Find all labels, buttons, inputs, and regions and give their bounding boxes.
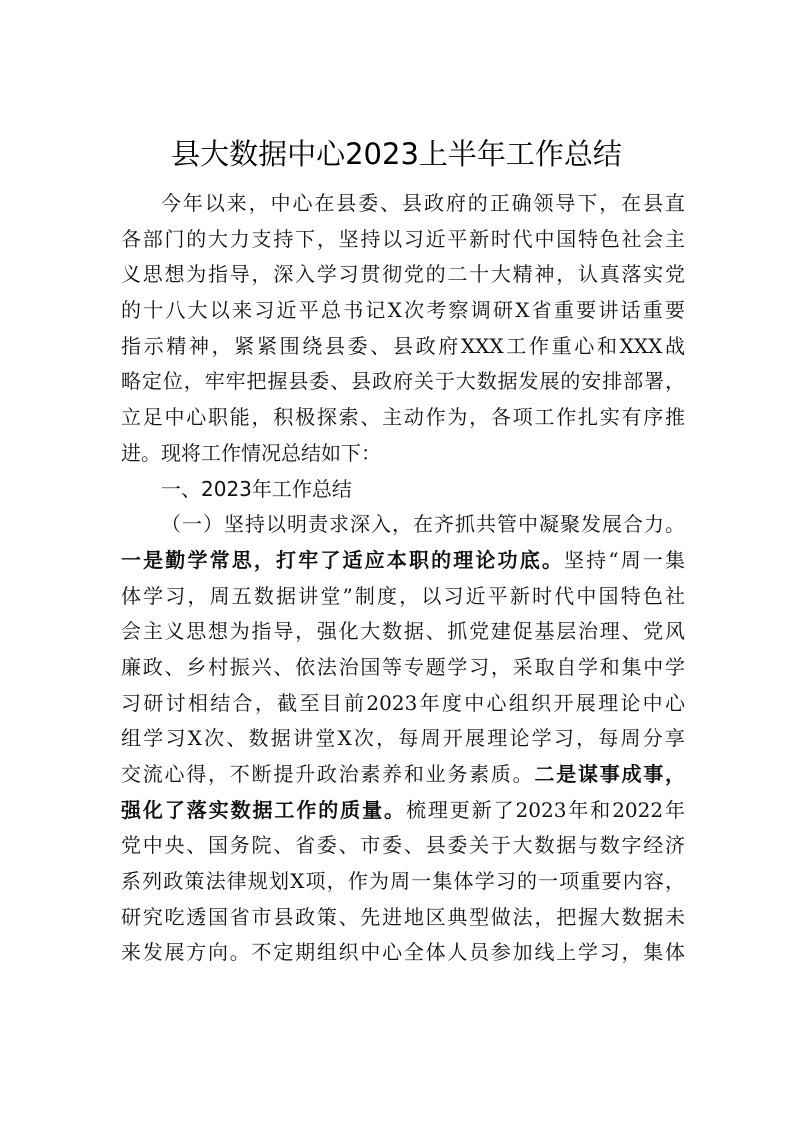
subsection-heading: （一）坚持以明责求深入，在齐抓共管中凝聚发展合力。 [161,512,685,537]
paragraph-line: 习研讨相结合，截至目前2023年度中心组织开展理论中心 [121,690,685,715]
bold-lead-phrase: 二是谋事成事， [534,762,686,786]
paragraph-line [121,543,685,579]
paragraph-line [121,793,685,829]
paragraph-line: 指示精神，紧紧围绕县委、县政府XXX工作重心和XXX战 [121,333,685,358]
paragraph-line: 体学习，周五数据讲堂”制度，以习近平新时代中国特色社 [121,583,685,608]
paragraph-line [121,757,685,793]
paragraph-text: 坚持“周一集 [564,547,685,572]
document-body [121,186,685,971]
paragraph-line: 义思想为指导，深入学习贯彻党的二十大精神，认真落实党 [121,262,685,287]
paragraph-line: 进。现将工作情况总结如下： [121,440,381,465]
bold-lead-phrase: 一是勤学常思，打牢了适应本职的理论功底。 [121,547,565,572]
paragraph-line: 系列政策法律规划X项，作为周一集体学习的一项重要内容， [121,869,685,894]
paragraph-line: 研究吃透国省市县政策、先进地区典型做法，把握大数据未 [121,904,685,929]
paragraph-text: 交流心得，不断提升政治素养和业务素质。 [121,762,535,786]
paragraph-line: 会主义思想为指导，强化大数据、抓党建促基层治理、党风 [121,619,685,644]
paragraph-line: 今年以来，中心在县委、县政府的正确领导下，在县直 [161,191,685,215]
paragraph-line: 组学习X次、数据讲堂X次，每周开展理论学习，每周分享 [121,726,685,751]
paragraph-line: 来发展方向。不定期组织中心全体人员参加线上学习，集体 [121,940,685,965]
paragraph-line: 的十八大以来习近平总书记X次考察调研X省重要讲话重要 [121,298,685,323]
paragraph-text: 梳理更新了2023年和2022年 [405,797,686,822]
paragraph-line: 各部门的大力支持下，坚持以习近平新时代中国特色社会主 [121,226,685,251]
paragraph-line: 党中央、国务院、省委、市委、县委关于大数据与数字经济 [121,833,685,858]
bold-lead-phrase: 强化了落实数据工作的质量。 [121,797,406,822]
paragraph-line: 略定位，牢牢把握县委、县政府关于大数据发展的安排部署， [121,369,685,394]
document-title: 县大数据中心2023上半年工作总结 [171,137,622,171]
paragraph-line: 廉政、乡村振兴、依法治国等专题学习，采取自学和集中学 [121,654,685,679]
section-heading: 一、2023年工作总结 [161,476,352,501]
paragraph-line: 立足中心职能，积极探索、主动作为，各项工作扎实有序推 [121,405,685,430]
